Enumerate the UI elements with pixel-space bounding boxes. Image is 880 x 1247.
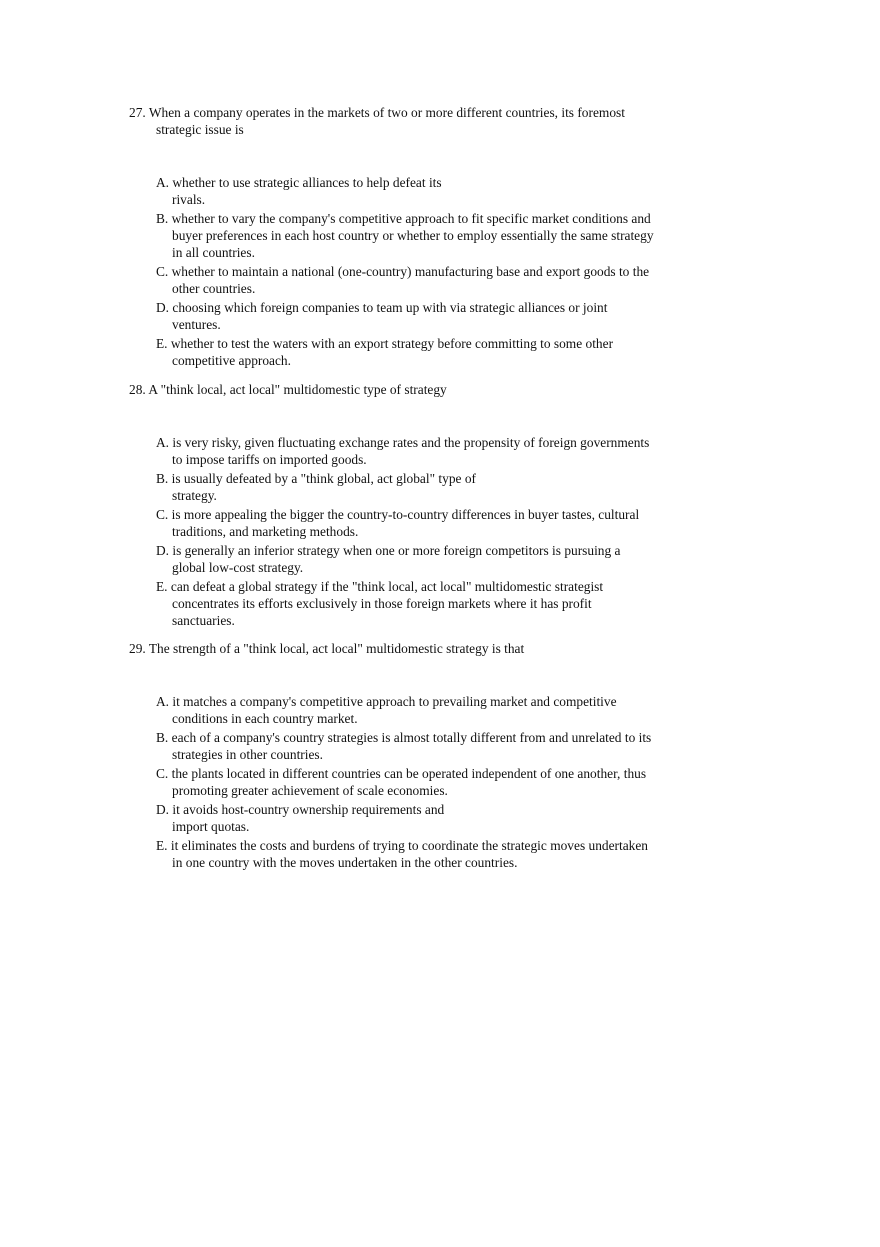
option-text: choosing which foreign companies to team up with via strategic alliances or joint ventures.	[172, 300, 608, 332]
option-text: whether to use strategic alliances to help defeat its rivals.	[172, 175, 442, 207]
option-letter: E.	[156, 838, 168, 853]
option-letter: C.	[156, 264, 169, 279]
option-c	[156, 765, 656, 799]
option-text: is usually defeated by a "think global, act global" type of strategy.	[171, 471, 476, 503]
option-letter: D.	[156, 802, 170, 817]
option-text: is more appealing the bigger the country-to-country differences in buyer tastes, cultural traditions, and marketing methods.	[171, 507, 640, 539]
option-letter: B.	[156, 730, 169, 745]
option-letter: E.	[156, 579, 168, 594]
question-stem	[129, 104, 649, 138]
question-27-options	[156, 174, 656, 371]
option-c	[156, 263, 656, 297]
question-text: When a company operates in the markets of two or more different countries, its foremost strategic issue is	[148, 105, 625, 137]
option-a	[156, 434, 656, 468]
option-text: can defeat a global strategy if the "think local, act local" multidomestic strategist concentrates its efforts exclusively in those foreign markets where it has profit sanctuaries.	[170, 579, 604, 628]
option-a	[156, 693, 656, 727]
option-letter: E.	[156, 336, 168, 351]
option-text: whether to maintain a national (one-country) manufacturing base and export goods to the other countries.	[171, 264, 650, 296]
question-29	[129, 640, 649, 657]
question-29-options	[156, 693, 656, 873]
option-letter: A.	[156, 435, 170, 450]
option-letter: D.	[156, 543, 170, 558]
question-text: The strength of a "think local, act local" multidomestic strategy is that	[148, 641, 525, 656]
option-d	[156, 299, 656, 333]
option-b	[156, 210, 656, 261]
question-number: 28.	[129, 382, 146, 397]
option-c	[156, 506, 656, 540]
question-stem	[129, 381, 649, 398]
option-text: is very risky, given fluctuating exchange rates and the propensity of foreign governments to impose tariffs on imported goods.	[172, 435, 650, 467]
option-text: it eliminates the costs and burdens of trying to coordinate the strategic moves undertaken in one country with the moves undertaken in the other countries.	[170, 838, 648, 870]
question-number: 27.	[129, 105, 146, 120]
question-number: 29.	[129, 641, 146, 656]
option-d	[156, 542, 656, 576]
question-28	[129, 381, 649, 398]
option-letter: A.	[156, 175, 170, 190]
option-letter: A.	[156, 694, 170, 709]
question-27	[129, 104, 649, 138]
option-b	[156, 470, 522, 504]
option-e	[156, 578, 656, 629]
option-a	[156, 174, 472, 208]
option-text: the plants located in different countries can be operated independent of one another, thus promoting greater achievement of scale economies.	[171, 766, 647, 798]
option-text: whether to vary the company's competitive approach to fit specific market conditions and buyer preferences in each host country or whether to employ essentially the same strategy in all countries.	[171, 211, 654, 260]
option-text: it avoids host-country ownership requirements and import quotas.	[172, 802, 445, 834]
option-e	[156, 335, 656, 369]
option-text: it matches a company's competitive approach to prevailing market and competitive conditions in each country market.	[172, 694, 617, 726]
option-letter: C.	[156, 507, 169, 522]
option-d	[156, 801, 472, 835]
option-b	[156, 729, 656, 763]
question-28-options	[156, 434, 656, 631]
question-text: A "think local, act local" multidomestic type of strategy	[148, 382, 447, 397]
option-letter: B.	[156, 471, 169, 486]
option-letter: B.	[156, 211, 169, 226]
option-text: each of a company's country strategies is almost totally different from and unrelated to its strategies in other countries.	[171, 730, 652, 762]
option-e	[156, 837, 656, 871]
option-text: is generally an inferior strategy when one or more foreign competitors is pursuing a global low-cost strategy.	[172, 543, 621, 575]
question-stem	[129, 640, 649, 657]
option-letter: C.	[156, 766, 169, 781]
option-text: whether to test the waters with an export strategy before committing to some other competitive approach.	[170, 336, 614, 368]
option-letter: D.	[156, 300, 170, 315]
